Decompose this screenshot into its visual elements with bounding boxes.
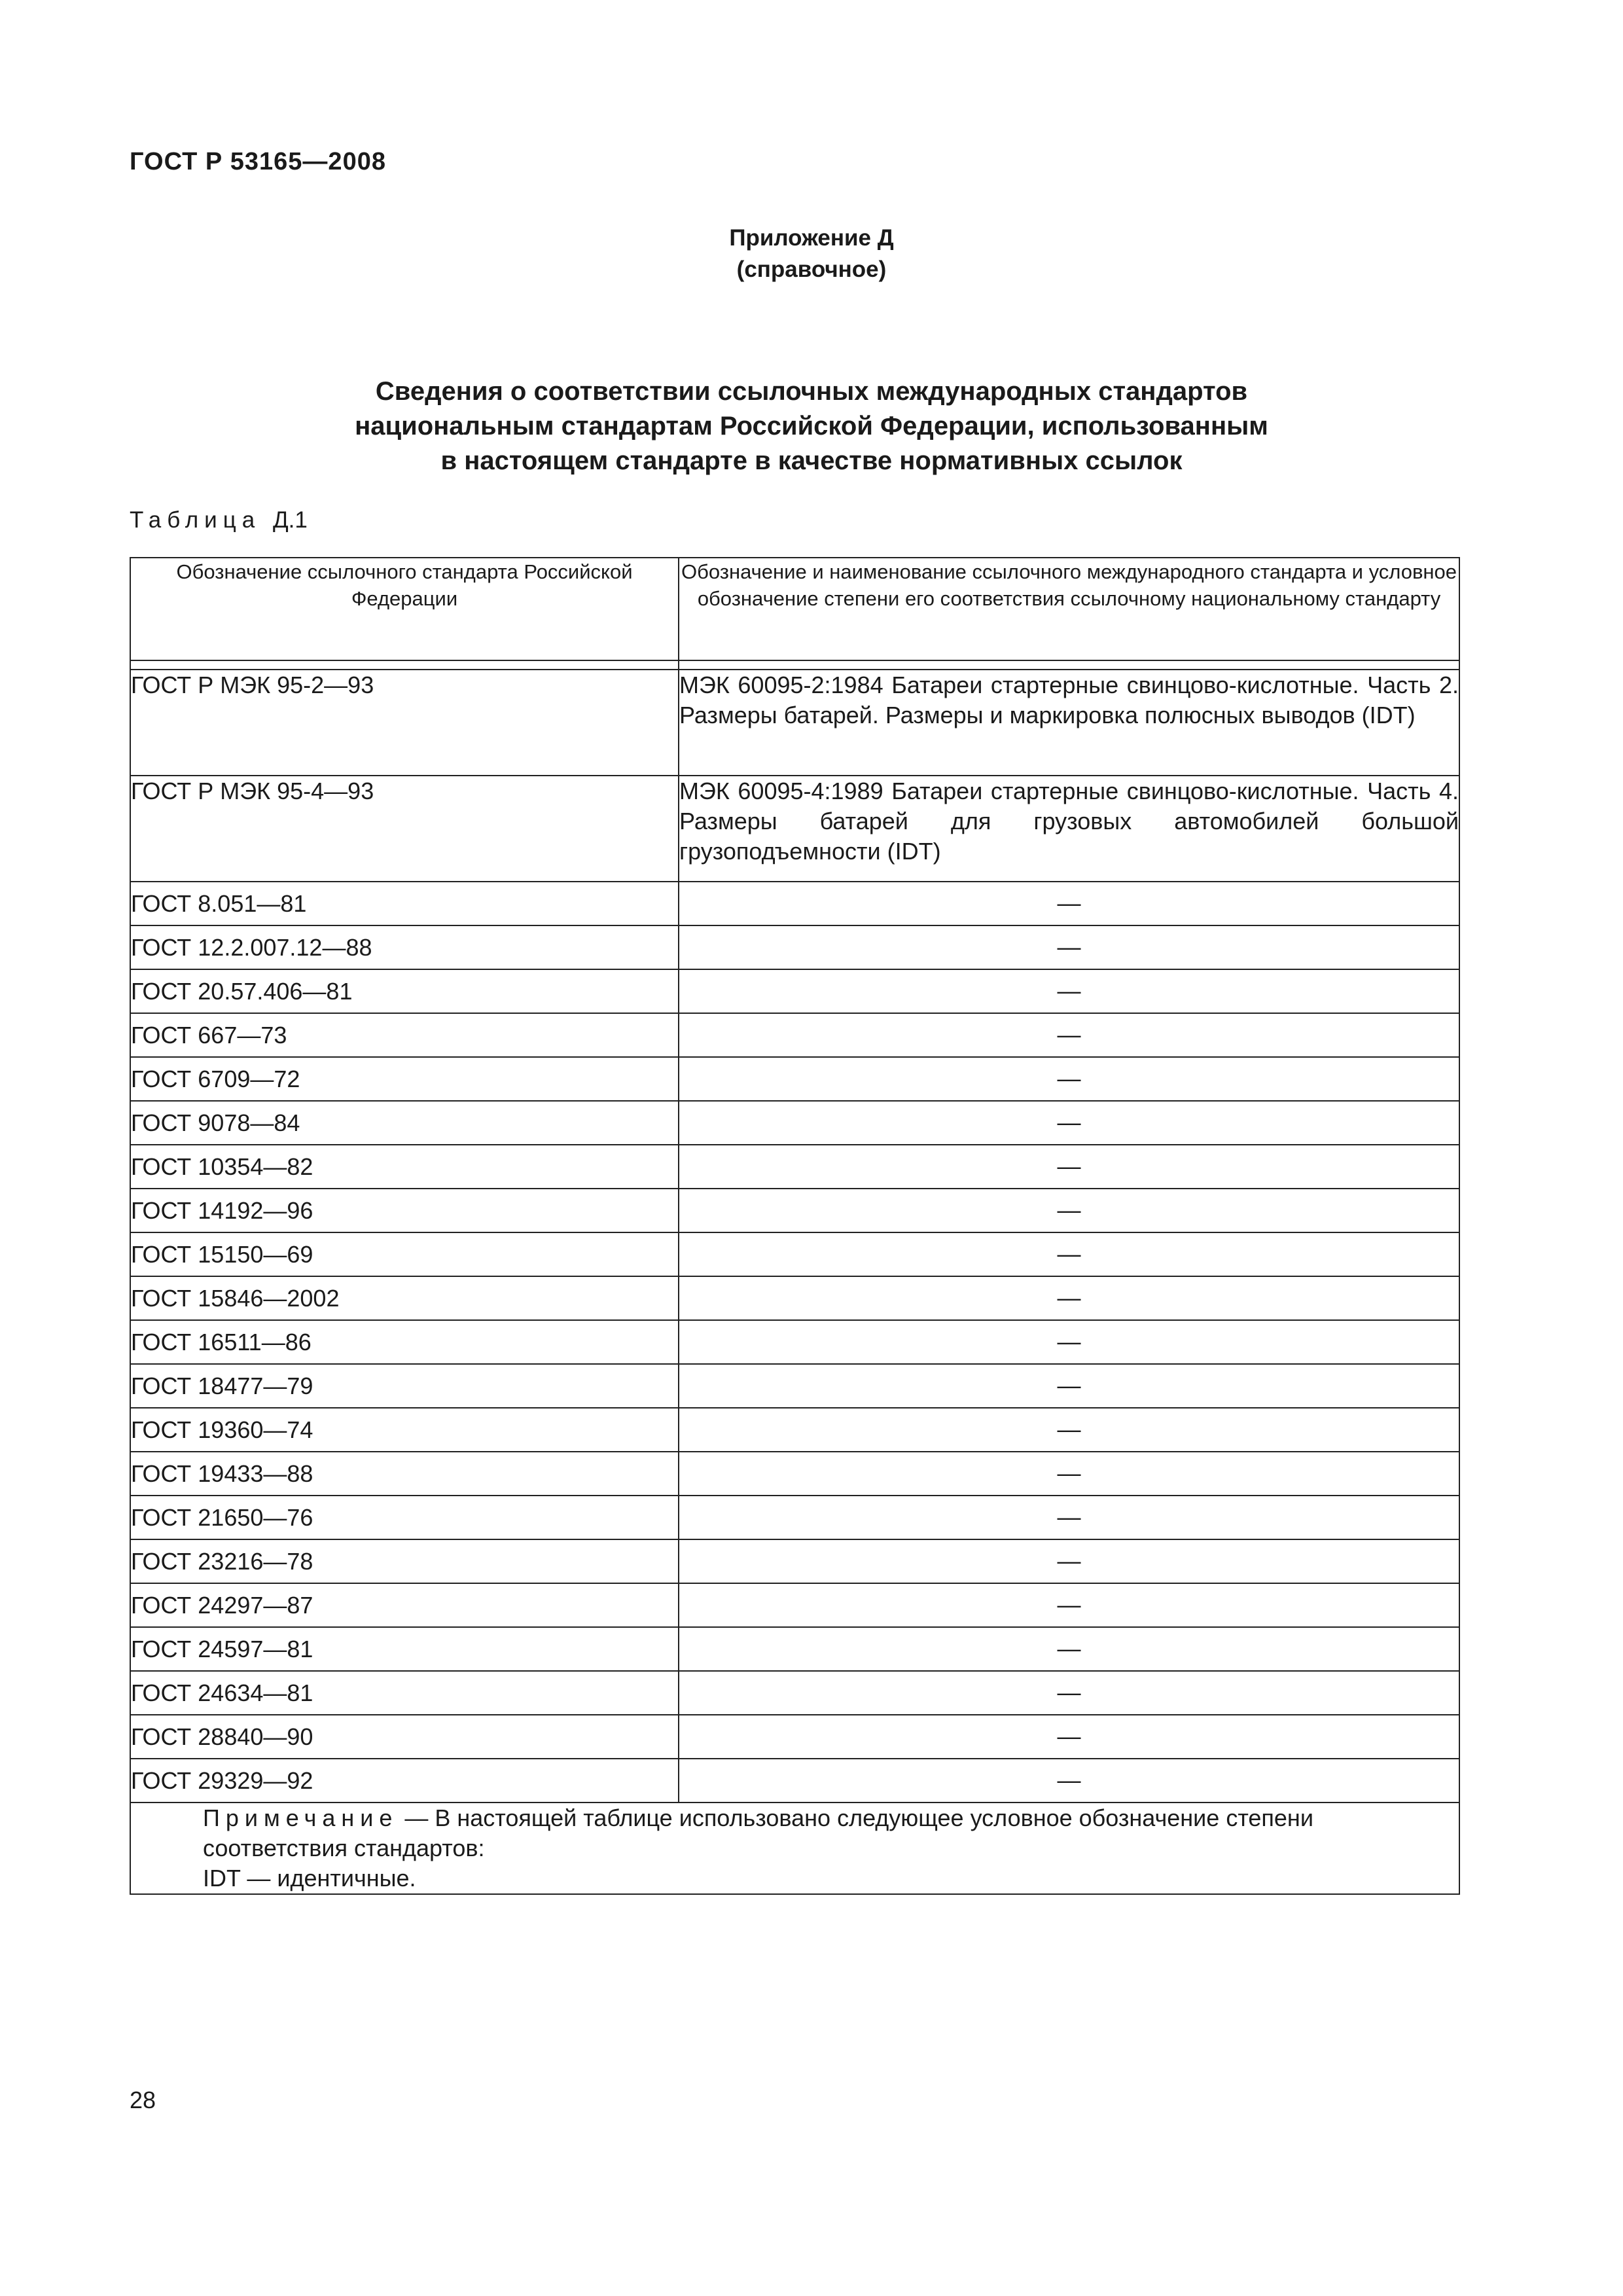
national-standard-cell: ГОСТ 667—73 <box>130 1013 679 1057</box>
table-caption <box>130 507 308 533</box>
appendix-label: Приложение Д <box>729 225 894 251</box>
table-row <box>130 925 1459 969</box>
table-caption-number: Д.1 <box>272 507 308 533</box>
table-row <box>130 776 1459 882</box>
international-standard-cell: — <box>679 1627 1459 1671</box>
table-row <box>130 1583 1459 1627</box>
note-label: Примечание <box>203 1804 399 1831</box>
national-standard-cell: ГОСТ 18477—79 <box>130 1364 679 1408</box>
national-standard-cell: ГОСТ 20.57.406—81 <box>130 969 679 1013</box>
national-standard-cell: ГОСТ 9078—84 <box>130 1101 679 1145</box>
table-row <box>130 1364 1459 1408</box>
international-standard-cell: — <box>679 1189 1459 1232</box>
national-standard-cell: ГОСТ 15150—69 <box>130 1232 679 1276</box>
international-standard-cell: — <box>679 1013 1459 1057</box>
column-header-international: Обозначение и наименование ссылочного международного стандарта и условное обозначение степени его соответствия ссылочному национальному стандарту <box>679 558 1459 660</box>
international-standard-cell: — <box>679 969 1459 1013</box>
table-row <box>130 1759 1459 1803</box>
international-standard-cell: — <box>679 882 1459 925</box>
international-standard-cell: МЭК 60095-4:1989 Батареи стартерные свинцово-кислотные. Часть 4. Размеры батарей для грузовых автомобилей большой грузоподъемности (IDT) <box>679 776 1459 882</box>
national-standard-cell: ГОСТ 19433—88 <box>130 1452 679 1496</box>
national-standard-cell: ГОСТ 24597—81 <box>130 1627 679 1671</box>
international-standard-cell: — <box>679 1057 1459 1101</box>
note-text: — В настоящей таблице использовано следующее условное обозначение степени соответствия стандартов: <box>203 1804 1313 1861</box>
national-standard-cell: ГОСТ 21650—76 <box>130 1496 679 1539</box>
international-standard-cell: — <box>679 1232 1459 1276</box>
national-standard-cell: ГОСТ 24634—81 <box>130 1671 679 1715</box>
national-standard-cell: ГОСТ 10354—82 <box>130 1145 679 1189</box>
international-standard-cell: — <box>679 925 1459 969</box>
international-standard-cell: — <box>679 1671 1459 1715</box>
national-standard-cell: ГОСТ 29329—92 <box>130 1759 679 1803</box>
table-row <box>130 969 1459 1013</box>
international-standard-cell: — <box>679 1539 1459 1583</box>
document-number: ГОСТ Р 53165—2008 <box>130 148 386 175</box>
table-row <box>130 1408 1459 1452</box>
section-title <box>0 374 1623 478</box>
header-separator <box>130 660 1459 670</box>
section-title-line-3: в настоящем стандарте в качестве нормативных ссылок <box>440 446 1183 475</box>
national-standard-cell: ГОСТ 19360—74 <box>130 1408 679 1452</box>
national-standard-cell: ГОСТ Р МЭК 95-2—93 <box>130 670 679 776</box>
table-row <box>130 670 1459 776</box>
international-standard-cell: — <box>679 1101 1459 1145</box>
international-standard-cell: — <box>679 1496 1459 1539</box>
national-standard-cell: ГОСТ 28840—90 <box>130 1715 679 1759</box>
national-standard-cell: ГОСТ 16511—86 <box>130 1320 679 1364</box>
table-row <box>130 882 1459 925</box>
national-standard-cell: ГОСТ 8.051—81 <box>130 882 679 925</box>
international-standard-cell: — <box>679 1320 1459 1364</box>
international-standard-cell: — <box>679 1715 1459 1759</box>
table-row <box>130 1232 1459 1276</box>
table-caption-word: Таблица <box>130 507 261 533</box>
national-standard-cell: ГОСТ 23216—78 <box>130 1539 679 1583</box>
international-standard-cell: МЭК 60095-2:1984 Батареи стартерные свинцово-кислотные. Часть 2. Размеры батарей. Размеры и маркировка полюсных выводов (IDT) <box>679 670 1459 776</box>
section-title-line-1: Сведения о соответствии ссылочных международных стандартов <box>375 377 1248 406</box>
international-standard-cell: — <box>679 1452 1459 1496</box>
international-standard-cell: — <box>679 1364 1459 1408</box>
international-standard-cell: — <box>679 1759 1459 1803</box>
column-header-national: Обозначение ссылочного стандарта Российской Федерации <box>130 558 679 660</box>
table-row <box>130 1145 1459 1189</box>
international-standard-cell: — <box>679 1145 1459 1189</box>
table-row <box>130 1671 1459 1715</box>
page-number: 28 <box>130 2087 156 2113</box>
table-body <box>130 670 1459 1803</box>
table-row <box>130 1715 1459 1759</box>
table-row <box>130 1276 1459 1320</box>
national-standard-cell: ГОСТ 12.2.007.12—88 <box>130 925 679 969</box>
national-standard-cell: ГОСТ 24297—87 <box>130 1583 679 1627</box>
table-row <box>130 1057 1459 1101</box>
international-standard-cell: — <box>679 1276 1459 1320</box>
table-note <box>130 1803 1459 1894</box>
table-row <box>130 1013 1459 1057</box>
note-row <box>130 1803 1459 1894</box>
table-row <box>130 1452 1459 1496</box>
note-first-line <box>131 1803 1459 1863</box>
national-standard-cell: ГОСТ 6709—72 <box>130 1057 679 1101</box>
section-title-line-2: национальным стандартам Российской Федерации, использованным <box>355 412 1268 440</box>
table-row <box>130 1320 1459 1364</box>
international-standard-cell: — <box>679 1408 1459 1452</box>
international-standard-cell: — <box>679 1583 1459 1627</box>
national-standard-cell: ГОСТ 15846—2002 <box>130 1276 679 1320</box>
appendix-heading <box>0 223 1623 285</box>
appendix-type: (справочное) <box>736 257 887 282</box>
table-row <box>130 1627 1459 1671</box>
table-row <box>130 1189 1459 1232</box>
table-row <box>130 1101 1459 1145</box>
table-row <box>130 1539 1459 1583</box>
national-standard-cell: ГОСТ 14192—96 <box>130 1189 679 1232</box>
table-row <box>130 1496 1459 1539</box>
note-second-line: IDT — идентичные. <box>203 1865 416 1892</box>
references-table <box>130 557 1460 1895</box>
national-standard-cell: ГОСТ Р МЭК 95-4—93 <box>130 776 679 882</box>
